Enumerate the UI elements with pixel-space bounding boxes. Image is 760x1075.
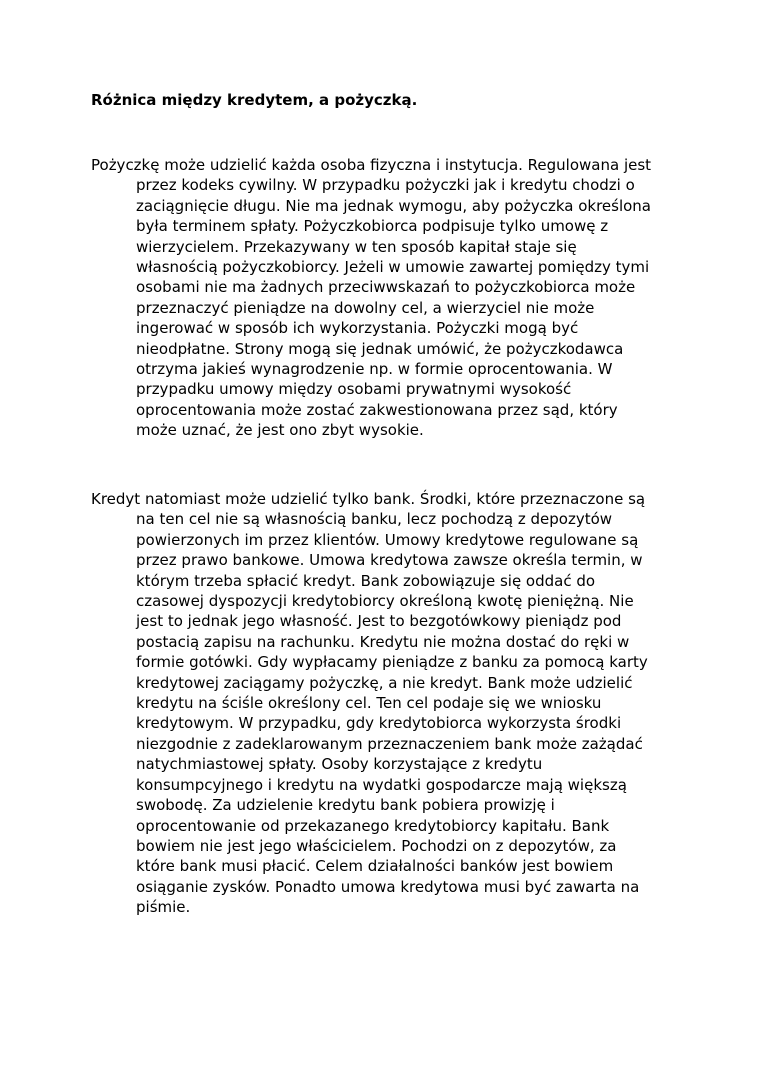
text-line: konsumpcyjnego i kredytu na wydatki gospodarcze mają większą [136, 775, 627, 794]
text-line: własnością pożyczkobiorcy. Jeżeli w umowie zawartej pomiędzy tymi [136, 258, 650, 277]
text-line: przez prawo bankowe. Umowa kredytowa zawsze określa termin, w [136, 551, 643, 570]
text-line: kredytowym. W przypadku, gdy kredytobiorca wykorzysta środki [136, 714, 622, 733]
text-line: czasowej dyspozycji kredytobiorcy określoną kwotę pieniężną. Nie [136, 592, 634, 611]
text-line: może uznać, że jest ono zbyt wysokie. [136, 421, 424, 440]
paragraph-credit [91, 489, 681, 918]
text-line: nieodpłatne. Strony mogą się jednak umówić, że pożyczkodawca [136, 339, 624, 358]
text-line: oprocentowanie od przekazanego kredytobiorcy kapitału. Bank [136, 816, 610, 835]
text-line: swobodę. Za udzielenie kredytu bank pobiera prowizję i [136, 796, 555, 815]
text-line: osobami nie ma żadnych przeciwwskazań to pożyczkobiorca może [136, 278, 636, 297]
document-title: Różnica między kredytem, a pożyczką. [91, 91, 418, 109]
text-line: natychmiastowej spłaty. Osoby korzystające z kredytu [136, 755, 543, 774]
text-line: była terminem spłaty. Pożyczkobiorca podpisuje tylko umowę z [136, 217, 609, 236]
text-line: formie gotówki. Gdy wypłacamy pieniądze z banku za pomocą karty [136, 653, 648, 672]
text-line: postacią zapisu na rachunku. Kredytu nie można dostać do ręki w [136, 632, 630, 651]
text-line: otrzyma jakieś wynagrodzenie np. w formie oprocentowania. W [136, 360, 613, 379]
text-line: oprocentowania może zostać zakwestionowana przez sąd, który [136, 400, 618, 419]
text-line: Kredyt natomiast może udzielić tylko bank. Środki, które przeznaczone są [91, 490, 646, 508]
text-line: którym trzeba spłacić kredyt. Bank zobowiązuje się oddać do [136, 571, 596, 590]
text-line: kredytowej zaciągamy pożyczkę, a nie kredyt. Bank może udzielić [136, 673, 633, 692]
text-line: powierzonych im przez klientów. Umowy kredytowe regulowane są [136, 530, 639, 549]
text-line: ingerować w sposób ich wykorzystania. Pożyczki mogą być [136, 319, 579, 338]
text-line: Pożyczkę może udzielić każda osoba fizyczna i instytucja. Regulowana jest [91, 156, 652, 174]
text-line: które bank musi płacić. Celem działalności banków jest bowiem [136, 857, 614, 876]
paragraph-loan [91, 155, 681, 441]
text-line: przeznaczyć pieniądze na dowolny cel, a wierzyciel nie może [136, 298, 595, 317]
text-line: osiąganie zysków. Ponadto umowa kredytowa musi być zawarta na [136, 877, 640, 896]
text-line: na ten cel nie są własnością banku, lecz pochodzą z depozytów [136, 510, 613, 529]
text-line: kredytu na ściśle określony cel. Ten cel podaje się we wniosku [136, 694, 602, 713]
text-line: bowiem nie jest jego właścicielem. Pochodzi on z depozytów, za [136, 836, 617, 855]
text-line: przypadku umowy między osobami prywatnymi wysokość [136, 380, 572, 399]
text-line: wierzycielem. Przekazywany w ten sposób kapitał staje się [136, 237, 577, 256]
text-line: piśmie. [136, 898, 191, 917]
text-line: zaciągnięcie długu. Nie ma jednak wymogu, aby pożyczka określona [136, 196, 651, 215]
text-line: przez kodeks cywilny. W przypadku pożyczki jak i kredytu chodzi o [136, 176, 635, 195]
text-line: jest to jednak jego własność. Jest to bezgotówkowy pieniądz pod [136, 612, 622, 631]
text-line: niezgodnie z zadeklarowanym przeznaczeniem bank może zażądać [136, 734, 643, 753]
